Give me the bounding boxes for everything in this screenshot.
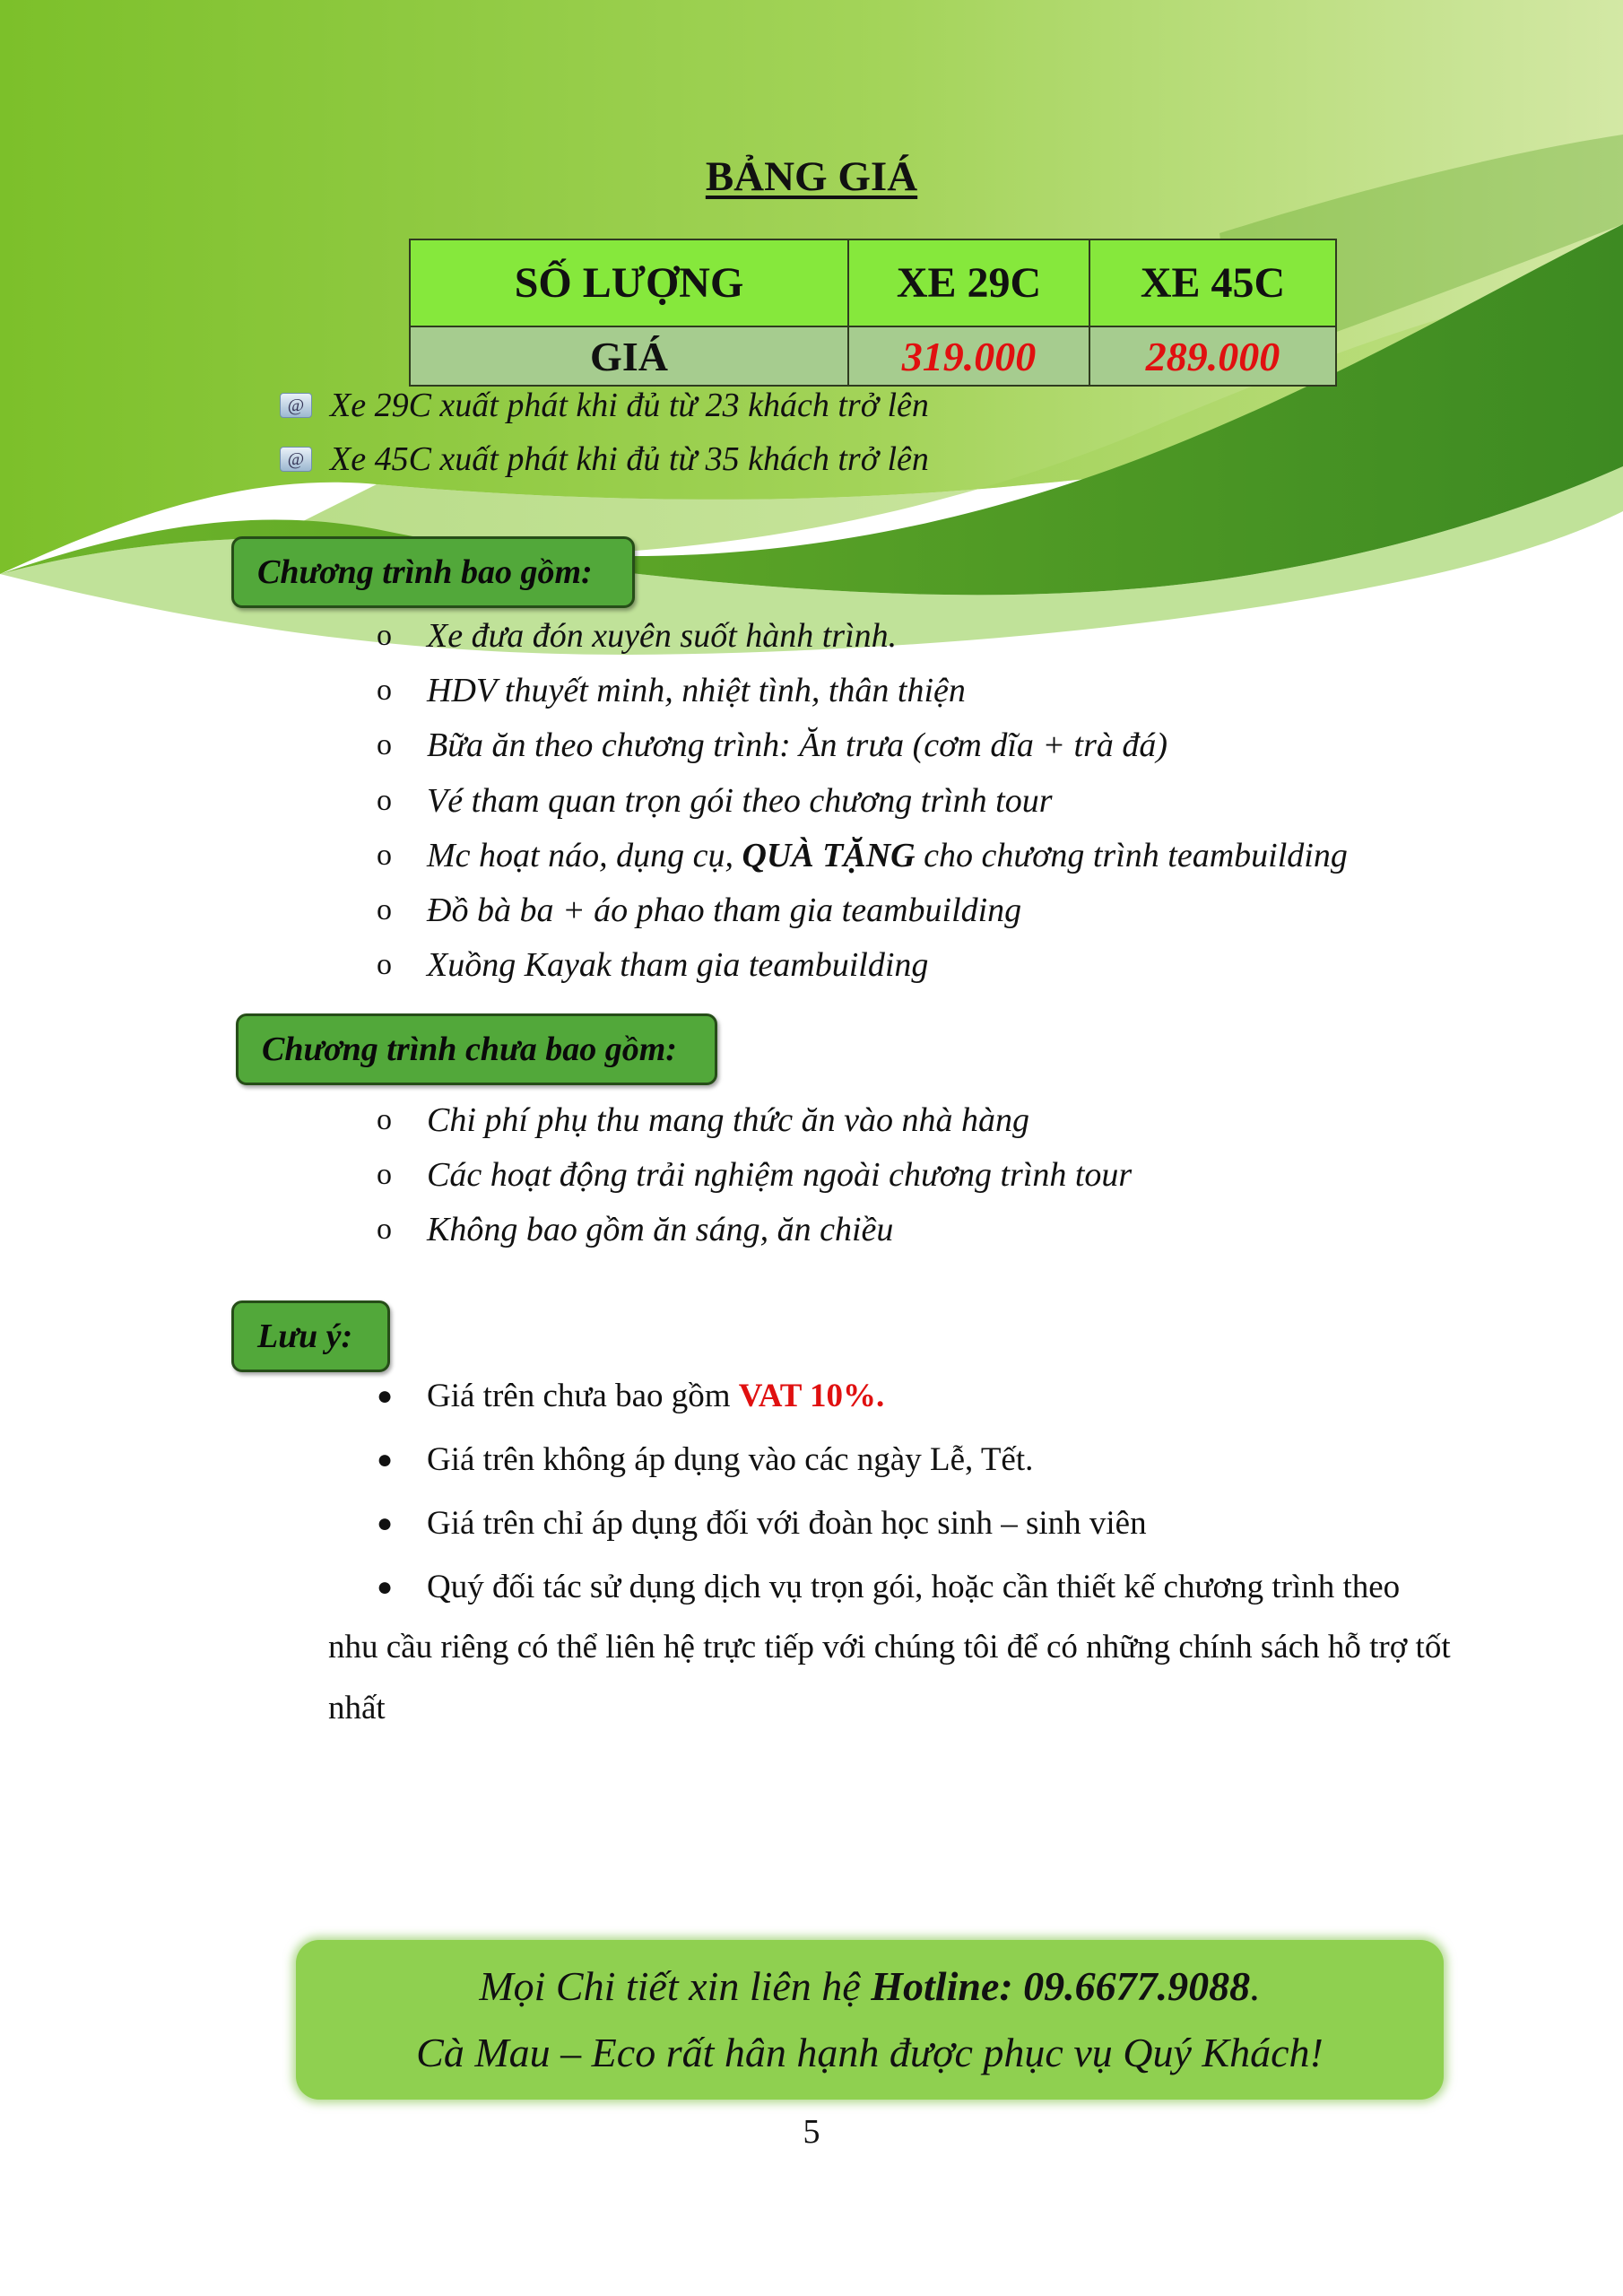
list-item: ● Giá trên chỉ áp dụng đối với đoàn học sinh – sinh viên xyxy=(377,1505,1147,1542)
vat-highlight: VAT 10%. xyxy=(738,1378,885,1414)
included-list xyxy=(377,608,1348,993)
notice-heading: Lưu ý: xyxy=(231,1300,390,1372)
greeting-line: Cà Mau – Eco rất hân hạnh được phục vụ Quý Khách! xyxy=(416,2030,1324,2075)
note-45c: @ Xe 45C xuất phát khi đủ từ 35 khách trở lên xyxy=(280,439,929,479)
list-item: o Chi phí phụ thu mang thức ăn vào nhà hàng xyxy=(377,1100,1029,1139)
list-item: o Vé tham quan trọn gói theo chương trình tour xyxy=(377,781,1053,820)
email-icon: @ xyxy=(280,447,312,472)
included-heading: Chương trình bao gồm: xyxy=(231,536,635,608)
email-icon: @ xyxy=(280,393,312,418)
excluded-heading: Chương trình chưa bao gồm: xyxy=(236,1013,717,1085)
list-item: ● Giá trên không áp dụng vào các ngày Lễ, Tết. xyxy=(377,1441,1034,1478)
list-item: o HDV thuyết minh, nhiệt tình, thân thiện xyxy=(377,671,966,709)
list-item: o Xe đưa đón xuyên suốt hành trình. xyxy=(377,616,898,655)
contact-line: Mọi Chi tiết xin liên hệ Hotline: 09.6677.9088. xyxy=(479,1963,1261,2009)
list-item: o Mc hoạt náo, dụng cụ, QUÀ TẶNG cho chương trình teambuilding xyxy=(377,836,1348,874)
price-label: GIÁ xyxy=(410,326,848,386)
price-29c: 319.000 xyxy=(848,326,1089,386)
hotline: Hotline: 09.6677.9088 xyxy=(871,1963,1251,2009)
price-row xyxy=(410,326,1336,386)
list-item: ● Quý đối tác sử dụng dịch vụ trọn gói, hoặc cần thiết kế chương trình theo xyxy=(377,1569,1401,1605)
list-item: o Các hoạt động trải nghiệm ngoài chương trình tour xyxy=(377,1155,1133,1194)
note-29c: @ Xe 29C xuất phát khi đủ từ 23 khách trở lên xyxy=(280,386,929,425)
list-item: o Bữa ăn theo chương trình: Ăn trưa (cơm dĩa + trà đá) xyxy=(377,726,1168,765)
quantity-header: SỐ LƯỢNG xyxy=(410,239,848,326)
notice-list xyxy=(377,1364,1400,1619)
price-45c: 289.000 xyxy=(1089,326,1336,386)
price-table-header-row xyxy=(410,239,1336,326)
list-item: ● Giá trên chưa bao gồm VAT 10%. xyxy=(377,1378,885,1414)
list-item: o Đồ bà ba + áo phao tham gia teambuilding xyxy=(377,891,1022,930)
bus-45c-header: XE 45C xyxy=(1089,239,1336,326)
price-table xyxy=(409,239,1337,387)
notice-continuation: nhu cầu riêng có thể liên hệ trực tiếp với chúng tôi để có những chính sách hỗ trợ tốt nhất xyxy=(328,1629,1451,1726)
contact-banner xyxy=(296,1940,1444,2100)
list-item: o Xuồng Kayak tham gia teambuilding xyxy=(377,946,929,985)
page-title: BẢNG GIÁ xyxy=(705,153,918,200)
excluded-list xyxy=(377,1092,1132,1257)
bus-29c-header: XE 29C xyxy=(848,239,1089,326)
page-number: 5 xyxy=(803,2113,820,2151)
list-item: o Không bao gồm ăn sáng, ăn chiều xyxy=(377,1211,894,1249)
